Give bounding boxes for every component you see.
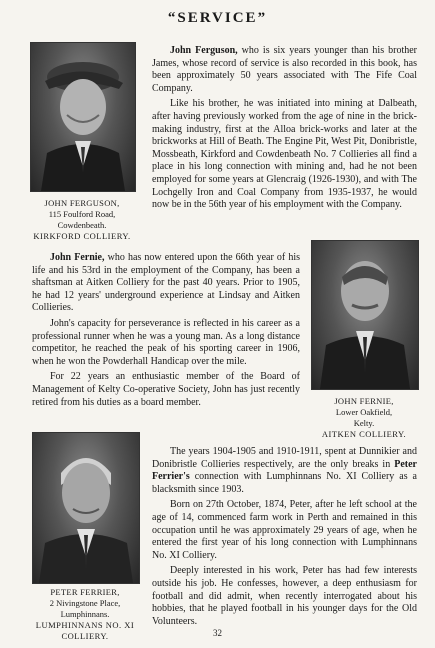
caption-colliery: AITKEN COLLIERY. [321, 429, 407, 439]
paragraph: Like his brother, he was initiated into mining at Dalbeath, after having previously worked from the age of nine in the brick-making industry, first at the Alloa brick-works and later at the brickworks at Hill of Beath. The Engine Pit, West Pit, Donibristle, Mossbeath, Kirkford and Cowdenbeath No. 7 Collieries all find a place in his long connection with mining and, had he not been employed for some years at Glencraig (1926-1930), and with The Lochgelly Iron and Coal Company from 1935-1937, he would now be in the 56th year of his employment with the Company. [152, 98, 417, 211]
caption-town: Lumphinnans. [60, 609, 110, 619]
peter-ferrier-photo [32, 432, 140, 584]
caption-town: Kelty. [353, 418, 375, 428]
paragraph: The years 1904-1905 and 1910-1911, spent at Dunnikier and Donibristle Collieries respectively, are the only breaks in Peter Ferrier's connection with Lumphinnans No. XI Colliery as a blacksmith since 1903. [152, 446, 417, 495]
john-ferguson-caption [18, 198, 146, 242]
paragraph: John Ferguson, who is six years younger than his brother James, whose record of service is also recorded in this book, has been approximately 50 years associated with The Fife Coal Company. [152, 45, 418, 94]
caption-address: 115 Foulford Road, [48, 209, 116, 219]
page-title: “SERVICE” [167, 10, 268, 26]
caption-address: 2 Nivingstone Place, [49, 598, 121, 608]
john-fernie-text [32, 252, 300, 412]
caption-name: PETER FERRIER, [50, 587, 120, 597]
paragraph: John Fernie, who has now entered upon the 66th year of his life and his 53rd in the employment of the Company, has been a shaftsman at Aitken Colliery for the past 40 years. Prior to 1905, he had 12 years' underground experience at Lindsay and Aitken Collieries. [32, 252, 300, 314]
paragraph: Deeply interested in his work, Peter has had few interests outside his job. He confesses, however, a deep enthusiasm for football and did admit, when recently interrogated about his hobbies, that he played football in his younger days for the Old Volunteers. [152, 565, 417, 627]
page-number: 32 [213, 628, 222, 638]
paragraph: For 22 years an enthusiastic member of the Board of Management of Kelty Co-operative Society, John has just recently retired from his duties as a board member. [32, 371, 300, 408]
caption-name: JOHN FERNIE, [334, 396, 394, 406]
paragraph: John's capacity for perseverance is reflected in his career as a professional runner when he was a young man. As a long distance competitor, he reached the peak of his sporting career in 1906, when he won the Powderhall Handicap over the mile. [32, 317, 300, 367]
john-fernie-photo [311, 240, 419, 390]
caption-colliery: KIRKFORD COLLIERY. [33, 231, 131, 241]
caption-address: Lower Oakfield, [335, 407, 393, 417]
caption-colliery: LUMPHINNANS NO. XI COLLIERY. [35, 620, 135, 641]
peter-ferrier-text [152, 446, 417, 631]
caption-name: JOHN FERGUSON, [44, 198, 120, 208]
paragraph: Born on 27th October, 1874, Peter, after he left school at the age of 14, commenced farm work in Perth and remained in this occupation until he was approximately 29 years of age, when he entered the first year of his long connection with Lumphinnans No. XI Colliery. [152, 499, 417, 561]
john-ferguson-text [152, 45, 417, 215]
john-fernie-caption [302, 396, 426, 440]
caption-town: Cowdenbeath. [57, 220, 107, 230]
john-ferguson-photo [30, 42, 136, 192]
